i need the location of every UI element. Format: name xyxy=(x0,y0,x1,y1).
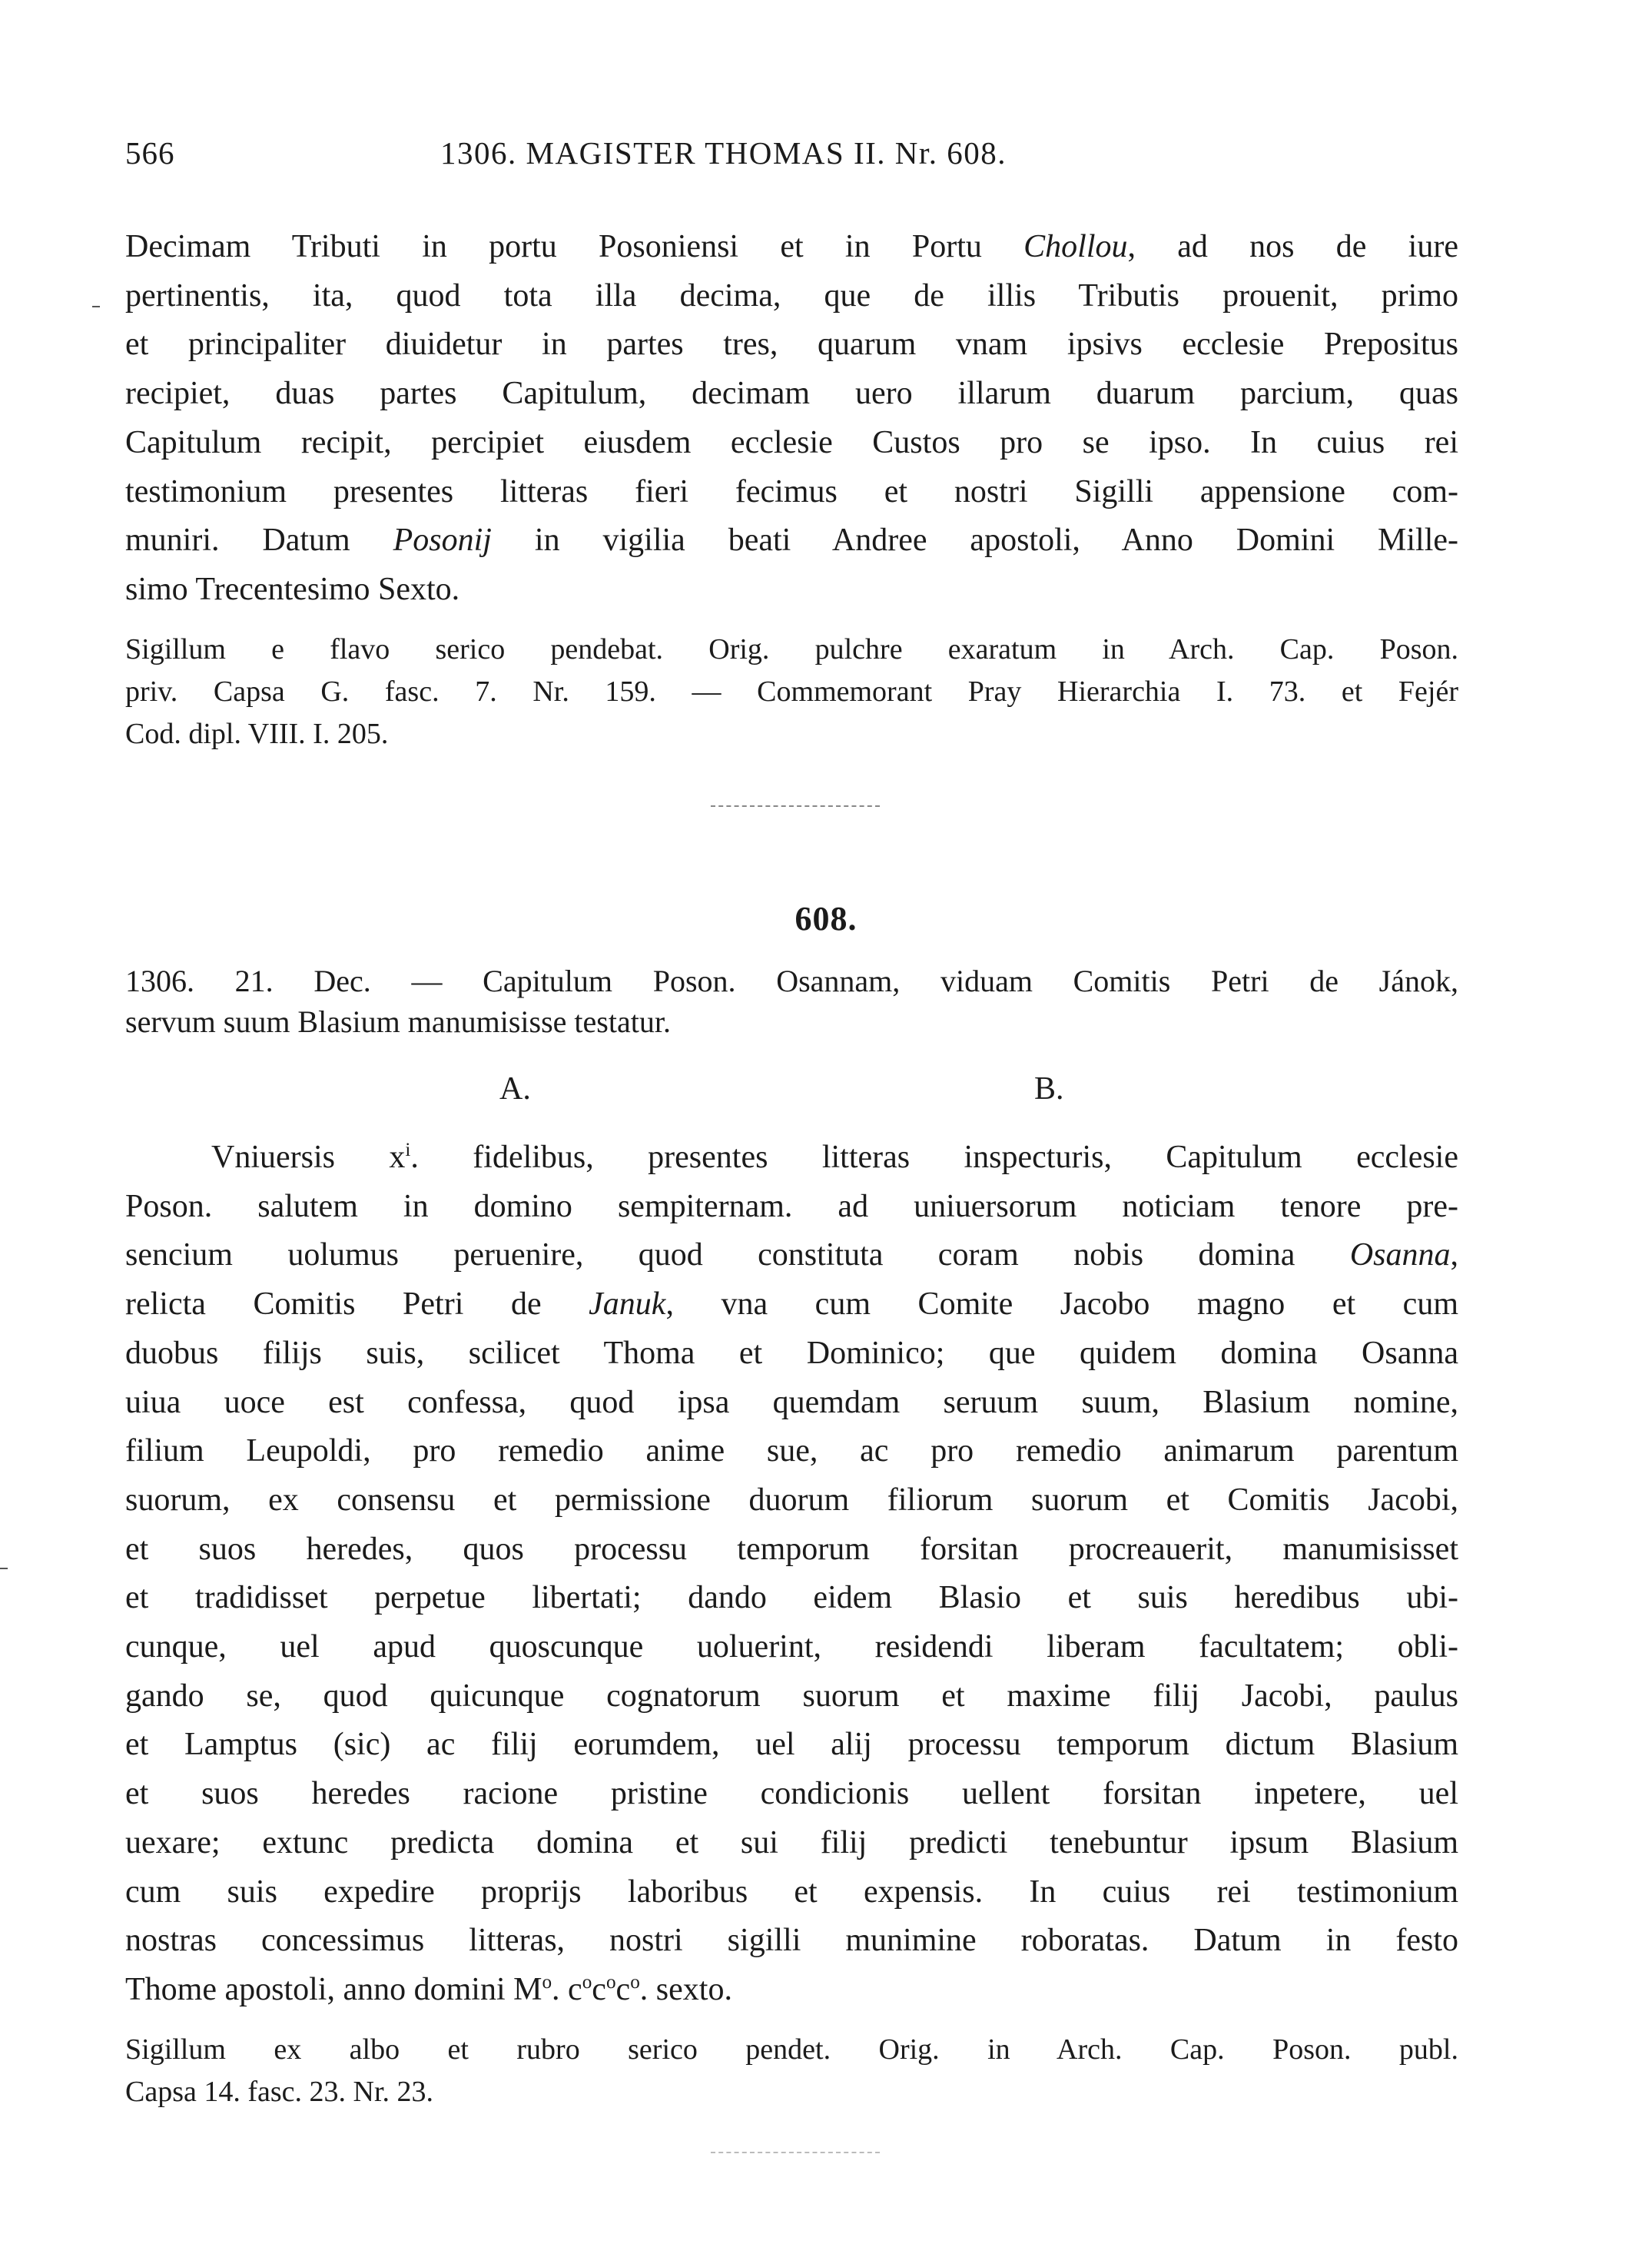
note-line: priv. Capsa G. fasc. 7. Nr. 159. — Commemorant Pray Hierarchia I. 73. et Fejér xyxy=(125,675,1458,708)
place-name: Posonij xyxy=(393,523,492,559)
document-text xyxy=(125,1134,1458,2015)
text-line: simo Trecentesimo Sexto. xyxy=(125,571,460,607)
text-line: muniri. Datum Posonij in vigilia beati Andree apostoli, Anno Domini Mille- xyxy=(125,523,1458,559)
place-name: Januk xyxy=(589,1286,666,1323)
text-line: uexare; extunc predicta domina et sui filij predicti tenebuntur ipsum Blasium xyxy=(125,1824,1458,1860)
version-a-label: A. xyxy=(499,1071,531,1107)
text-line: et suos heredes, quos processu temporum forsitan procreauerit, manumisisset xyxy=(125,1531,1458,1567)
text-line: Capitulum recipit, percipiet eiusdem ecclesie Custos pro se ipso. In cuius rei xyxy=(125,424,1458,460)
text-line: Thome apostoli, anno domini $M^o$. $c^oc^oc^o$. sexto. xyxy=(125,1971,732,2007)
text-line: et suos heredes racione pristine condicionis uellent forsitan inpetere, uel xyxy=(125,1776,1458,1812)
running-head: 1306. MAGISTER THOMAS II. Nr. 608. xyxy=(440,135,1007,171)
text-line: cunque, uel apud quoscunque uoluerint, residendi liberam facultatem; obli- xyxy=(125,1629,1458,1665)
document-number: 608. xyxy=(794,900,858,938)
note-line: Capsa 14. fasc. 23. Nr. 23. xyxy=(125,2076,434,2108)
regest-line: servum suum Blasium manumisisse testatur. xyxy=(125,1004,671,1039)
prev-document-note xyxy=(125,629,1458,755)
version-b-label: B. xyxy=(1034,1071,1064,1107)
text-line: Poson. salutem in domino sempiternam. ad uniuersorum noticiam tenore pre- xyxy=(125,1188,1458,1224)
text-line: et tradidisset perpetue libertati; dando eidem Blasio et suis heredibus ubi- xyxy=(125,1580,1458,1616)
text-line: Vniuersis $x^i$. fidelibus, presentes litteras inspecturis, Capitulum ecclesie xyxy=(211,1140,1458,1175)
note-line: Sigillum ex albo et rubro serico pendet. Orig. in Arch. Cap. Poson. publ. xyxy=(125,2033,1458,2066)
note-line: Cod. dipl. VIII. I. 205. xyxy=(125,718,389,750)
document-regest xyxy=(125,961,1458,1042)
text-line: cum suis expedire proprijs laboribus et expensis. In cuius rei testimonium xyxy=(125,1874,1458,1910)
text-line: et Lamptus (sic) ac filij eorumdem, uel alij processu temporum dictum Blasium xyxy=(125,1727,1458,1763)
text-line: pertinentis, ita, quod tota illa decima, que de illis Tributis prouenit, primo xyxy=(125,277,1458,314)
text-line: filium Leupoldi, pro remedio anime sue, ac pro remedio animarum parentum xyxy=(125,1433,1458,1469)
text-line: duobus filijs suis, scilicet Thoma et Dominico; que quidem domina Osanna xyxy=(125,1335,1458,1371)
text-line: sencium uolumus peruenire, quod constituta coram nobis domina Osanna, xyxy=(125,1237,1458,1273)
text-line: uiua uoce est confessa, quod ipsa quemdam seruum suum, Blasium nomine, xyxy=(125,1384,1458,1420)
margin-mark xyxy=(92,306,100,307)
text-line: relicta Comitis Petri de Januk, vna cum Comite Jacobo magno et cum xyxy=(125,1286,1458,1323)
page-header xyxy=(125,134,1458,181)
text-line: Decimam Tributi in portu Posoniensi et in Portu Chollou, ad nos de iure xyxy=(125,229,1458,264)
text-line: suorum, ex consensu et permissione duorum filiorum suorum et Comitis Jacobi, xyxy=(125,1482,1458,1518)
regest-line: 1306. 21. Dec. — Capitulum Poson. Osannam, viduam Comitis Petri de Jánok, xyxy=(125,964,1458,998)
text-line: et principaliter diuidetur in partes tres, quarum vnam ipsivs ecclesie Prepositus xyxy=(125,327,1458,363)
text-line: testimonium presentes litteras fieri fecimus et nostri Sigilli appensione com- xyxy=(125,473,1458,509)
section-divider xyxy=(711,2152,880,2153)
document-note xyxy=(125,2029,1458,2113)
page-number: 566 xyxy=(125,135,175,171)
margin-mark xyxy=(0,1568,8,1569)
text-line: nostras concessimus litteras, nostri sigilli munimine roboratas. Datum in festo xyxy=(125,1923,1458,1959)
text-line: recipiet, duas partes Capitulum, decimam uero illarum duarum parcium, quas xyxy=(125,376,1458,412)
prev-document-text xyxy=(125,223,1458,615)
person-name: Osanna xyxy=(1349,1237,1451,1273)
place-name: Chollou xyxy=(1023,229,1128,264)
section-divider xyxy=(711,805,880,807)
note-line: Sigillum e flavo serico pendebat. Orig. pulchre exaratum in Arch. Cap. Poson. xyxy=(125,633,1458,665)
text-line: gando se, quod quicunque cognatorum suorum et maxime filij Jacobi, paulus xyxy=(125,1678,1458,1714)
